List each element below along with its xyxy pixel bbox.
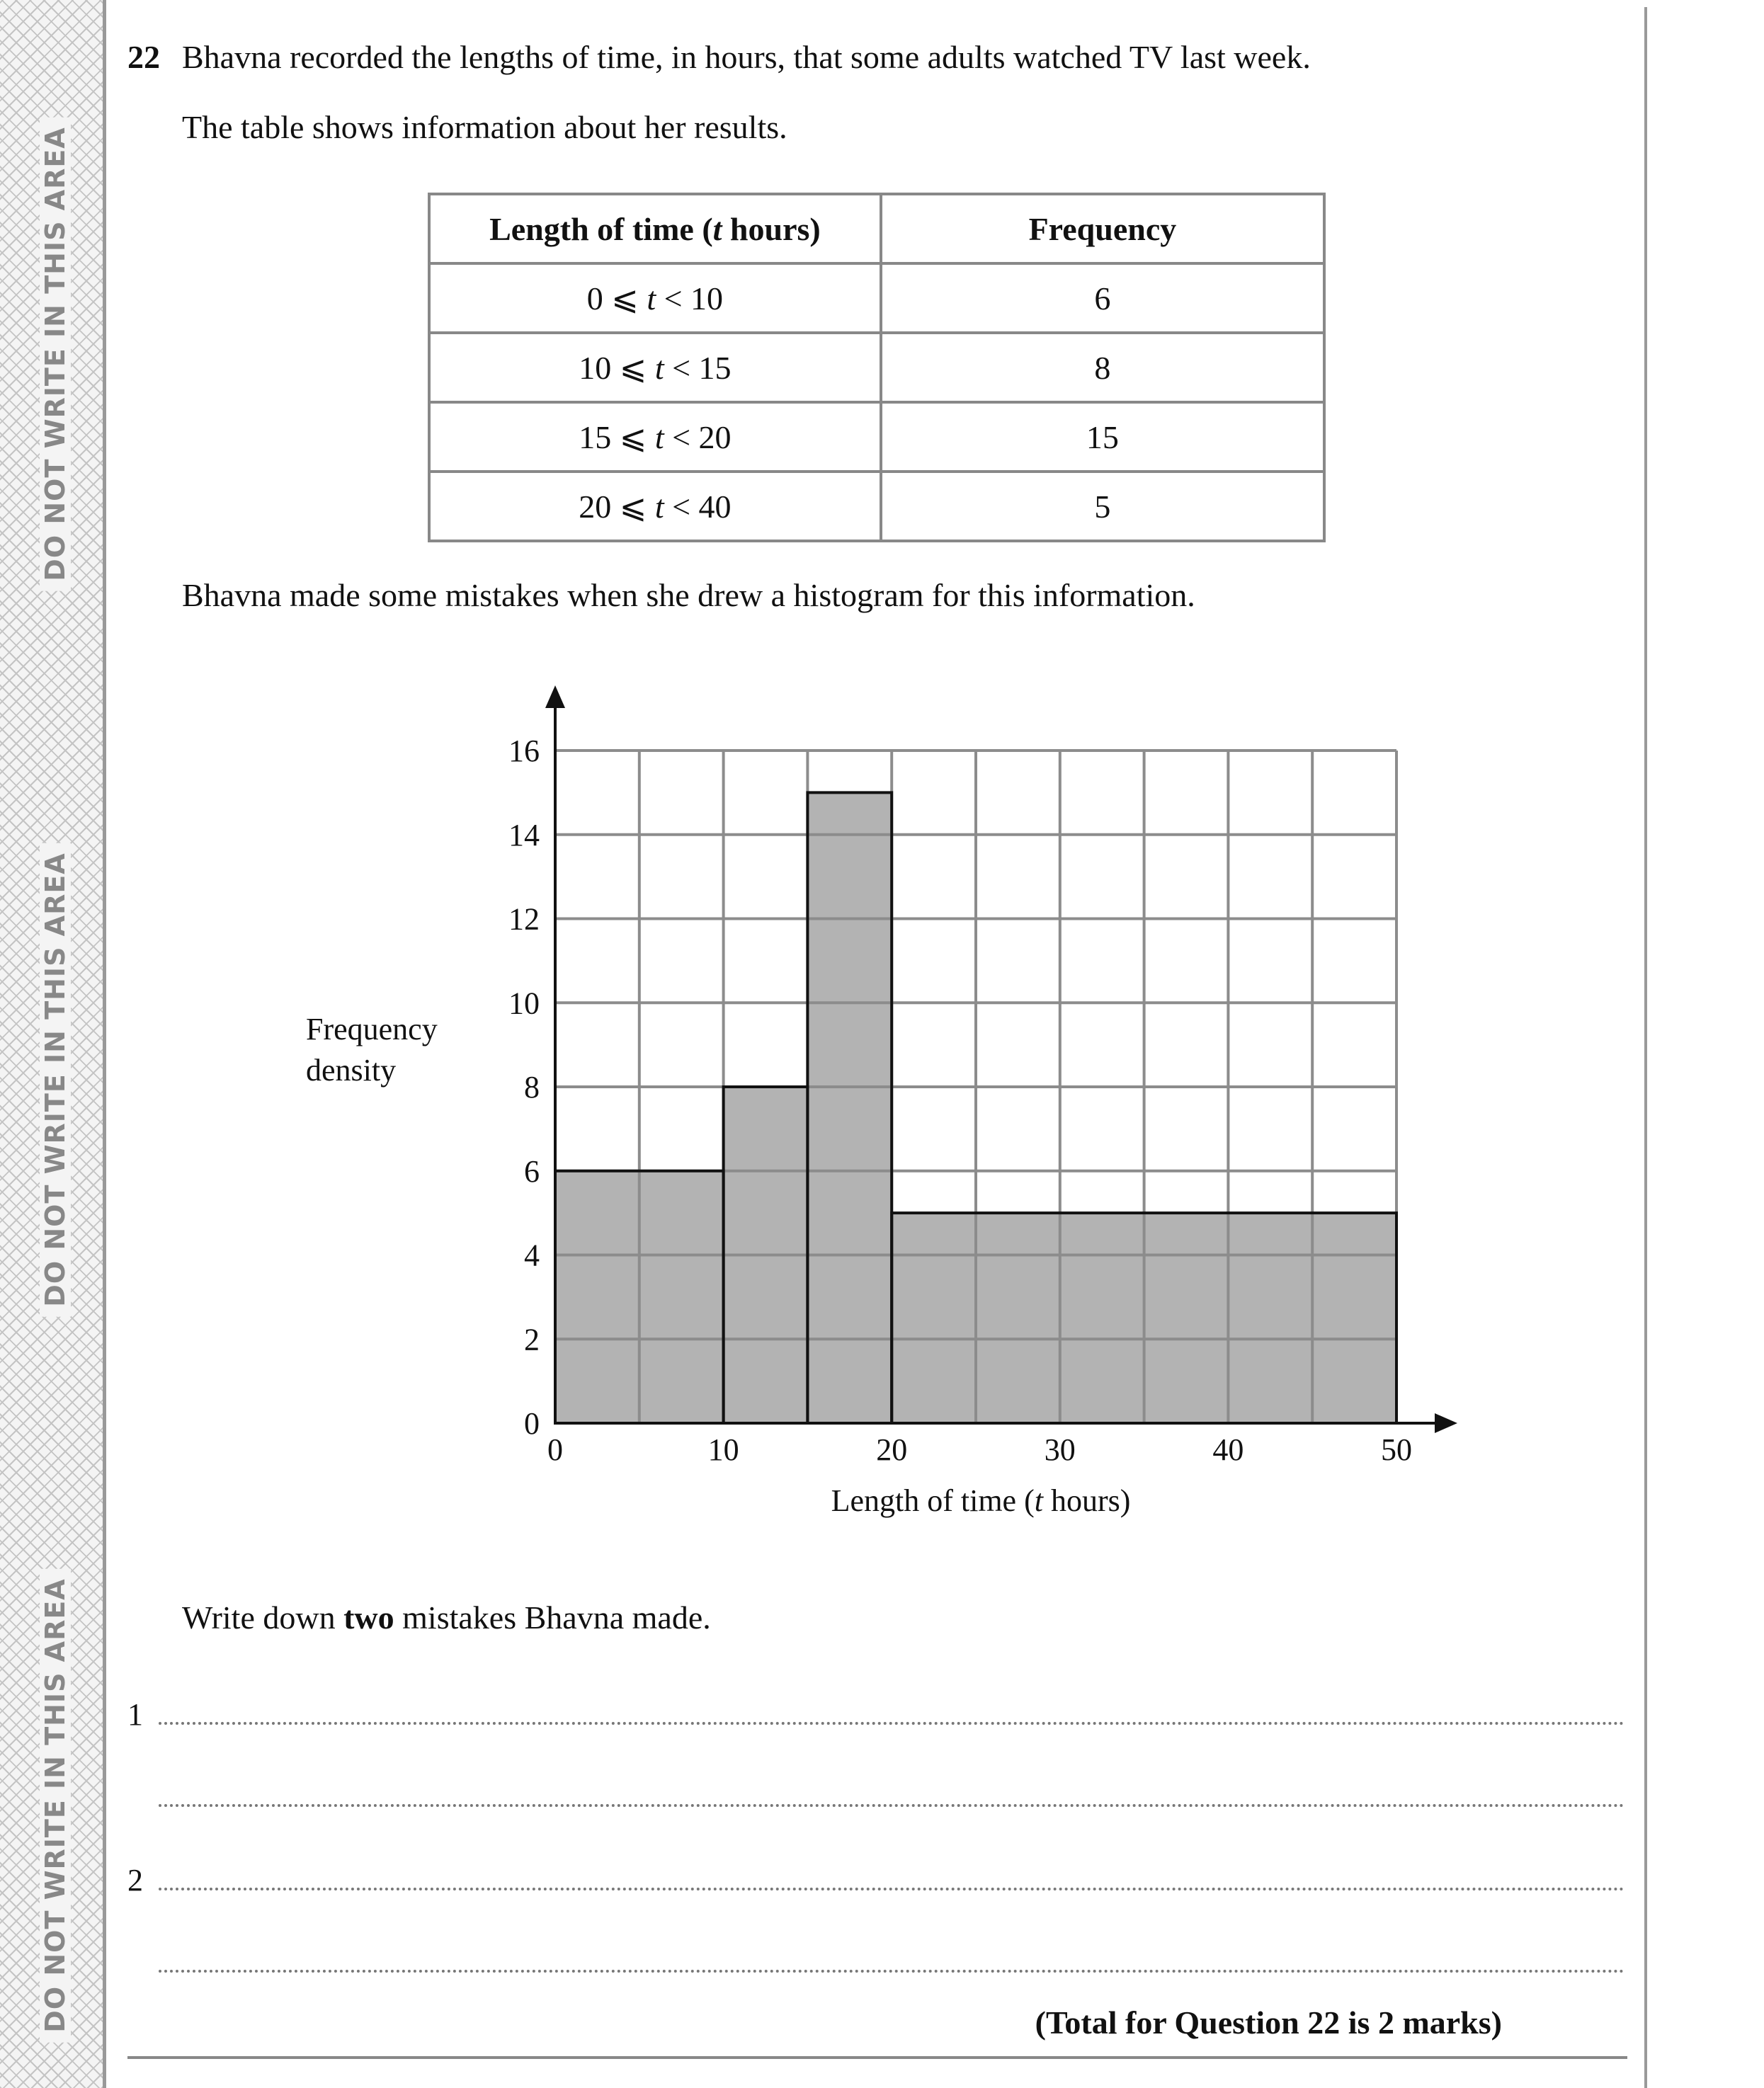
answer-label: 2 xyxy=(127,1863,143,1898)
y-axis-label: Frequency xyxy=(306,1012,438,1046)
y-tick-label: 16 xyxy=(508,734,540,768)
x-tick-label: 10 xyxy=(707,1432,739,1467)
table-cell-interval: 20 ⩽ t < 40 xyxy=(429,472,881,541)
y-axis-arrow xyxy=(545,685,565,708)
x-tick-label: 30 xyxy=(1044,1432,1076,1467)
answer-line[interactable] xyxy=(159,1722,1624,1725)
y-tick-label: 12 xyxy=(508,901,540,937)
y-axis-label: density xyxy=(306,1053,397,1088)
question-text: Bhavna made some mistakes when she drew a histogram for this information. xyxy=(182,577,1195,613)
answer-label: 1 xyxy=(127,1697,143,1732)
x-axis-arrow xyxy=(1435,1413,1457,1433)
answer-line[interactable] xyxy=(159,1970,1624,1973)
question-text: Bhavna recorded the lengths of time, in hours, that some adults watched TV last week. xyxy=(182,39,1311,75)
question-number: 22 xyxy=(127,39,160,75)
x-tick-label: 50 xyxy=(1381,1432,1412,1467)
margin-warning: DO NOT WRITE IN THIS AREA xyxy=(40,1568,71,2042)
table-header-frequency: Frequency xyxy=(881,194,1324,263)
y-tick-label: 4 xyxy=(524,1238,540,1273)
y-tick-label: 10 xyxy=(508,986,540,1021)
question-text: Write down two mistakes Bhavna made. xyxy=(182,1599,711,1636)
y-tick-label: 6 xyxy=(524,1153,540,1189)
y-tick-label: 14 xyxy=(508,817,540,852)
margin-warning: DO NOT WRITE IN THIS AREA xyxy=(40,843,71,1316)
answer-line[interactable] xyxy=(159,1888,1624,1890)
x-tick-label: 40 xyxy=(1212,1432,1244,1467)
table-cell-interval: 10 ⩽ t < 15 xyxy=(429,333,881,402)
bottom-rule xyxy=(127,2056,1627,2059)
y-tick-label: 2 xyxy=(524,1322,540,1357)
table-cell-frequency: 8 xyxy=(881,333,1324,402)
answer-line[interactable] xyxy=(159,1804,1624,1807)
x-tick-label: 0 xyxy=(547,1432,563,1467)
table-cell-frequency: 6 xyxy=(881,263,1324,333)
total-marks: (Total for Question 22 is 2 marks) xyxy=(1035,2004,1502,2041)
y-tick-label: 8 xyxy=(524,1070,540,1105)
histogram-bar xyxy=(807,792,892,1423)
table-header-time: Length of time (t hours) xyxy=(429,194,881,263)
table-cell-frequency: 5 xyxy=(881,472,1324,541)
question-text: The table shows information about her results. xyxy=(182,109,787,145)
table-cell-interval: 0 ⩽ t < 10 xyxy=(429,263,881,333)
table-cell-frequency: 15 xyxy=(881,402,1324,472)
margin-warning: DO NOT WRITE IN THIS AREA xyxy=(40,117,71,591)
x-axis-label: Length of time (t hours) xyxy=(831,1483,1131,1518)
table-cell-interval: 15 ⩽ t < 20 xyxy=(429,402,881,472)
y-tick-label: 0 xyxy=(524,1406,540,1441)
x-tick-label: 20 xyxy=(876,1432,908,1467)
